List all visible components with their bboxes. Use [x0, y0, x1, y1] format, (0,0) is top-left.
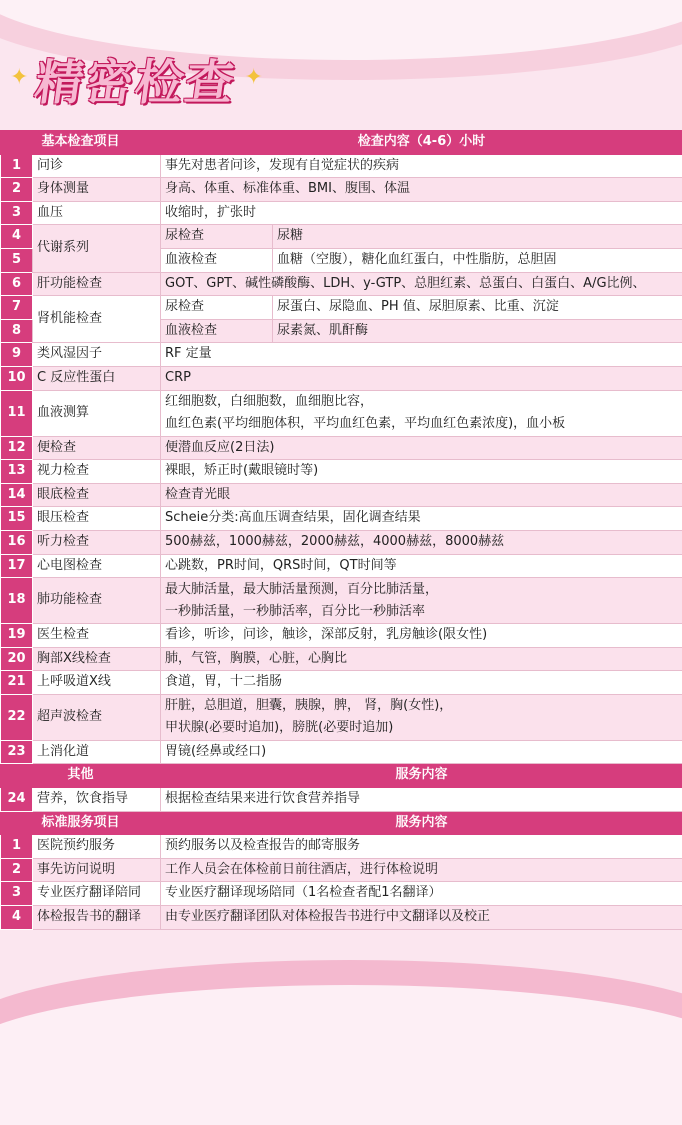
service-header-item: 标准服务项目	[1, 811, 161, 835]
item-name: 血液测算	[33, 390, 161, 436]
table-row	[1, 343, 682, 367]
item-detail: 事先对患者问诊，发现有自觉症状的疾病	[161, 154, 682, 178]
item-detail: 尿糖	[273, 225, 682, 249]
item-detail: 便潜血反应(2日法)	[161, 436, 682, 460]
item-detail: 根据检查结果来进行饮食营养指导	[161, 788, 682, 812]
item-name: 眼压检查	[33, 507, 161, 531]
exam-header-content: 检查内容（4-6）小时	[161, 131, 682, 155]
item-subcategory: 尿检查	[161, 225, 273, 249]
row-number: 3	[1, 201, 33, 225]
item-detail: 看诊，听诊，问诊，触诊，深部反射，乳房触诊(限女性)	[161, 624, 682, 648]
item-name: 上消化道	[33, 740, 161, 764]
item-detail-line: 红细胞数，白细胞数，血细胞比容，	[165, 391, 678, 413]
row-number: 12	[1, 436, 33, 460]
item-detail: 身高、体重、标准体重、BMI、腹围、体温	[161, 178, 682, 202]
item-detail: 心跳数，PR时间，QRS时间，QT时间等	[161, 554, 682, 578]
table-row	[1, 578, 682, 624]
item-name: 代谢系列	[33, 225, 161, 272]
item-name: 肝功能检查	[33, 272, 161, 296]
row-number: 13	[1, 460, 33, 484]
item-name: 视力检查	[33, 460, 161, 484]
item-name: 体检报告书的翻译	[33, 906, 161, 930]
row-number: 8	[1, 319, 33, 343]
item-detail	[161, 390, 682, 436]
item-name: 肺功能检查	[33, 578, 161, 624]
row-number: 20	[1, 647, 33, 671]
item-name: 听力检查	[33, 530, 161, 554]
table-row	[1, 296, 682, 320]
item-detail: 由专业医疗翻译团队对体检报告书进行中文翻译以及校正	[161, 906, 682, 930]
row-number: 3	[1, 882, 33, 906]
other-header-item: 其他	[1, 764, 161, 788]
item-detail-line: 一秒肺活量，一秒肺活率，百分比一秒肺活率	[165, 601, 678, 623]
row-number: 11	[1, 390, 33, 436]
item-name: 超声波检查	[33, 694, 161, 740]
item-name: 问诊	[33, 154, 161, 178]
table-row	[1, 483, 682, 507]
item-detail: 预约服务以及检查报告的邮寄服务	[161, 835, 682, 859]
row-number: 9	[1, 343, 33, 367]
table-row	[1, 906, 682, 930]
table-row	[1, 740, 682, 764]
row-number: 1	[1, 154, 33, 178]
item-name: 肾机能检查	[33, 296, 161, 343]
section-header-row	[1, 131, 682, 155]
item-name: 心电图检查	[33, 554, 161, 578]
table-row	[1, 225, 682, 249]
table-row	[1, 530, 682, 554]
item-detail	[161, 694, 682, 740]
service-header-content: 服务内容	[161, 811, 682, 835]
item-detail: GOT、GPT、碱性磷酸酶、LDH、y-GTP、总胆红素、总蛋白、白蛋白、A/G比例、	[161, 272, 682, 296]
table-row	[1, 154, 682, 178]
item-detail: 专业医疗翻译现场陪同（1名检查者配1名翻译）	[161, 882, 682, 906]
item-detail: Scheie分类:高血压调查结果，固化调查结果	[161, 507, 682, 531]
item-name: 血压	[33, 201, 161, 225]
table-row	[1, 436, 682, 460]
table-row	[1, 272, 682, 296]
item-name: 专业医疗翻译陪同	[33, 882, 161, 906]
table-row	[1, 858, 682, 882]
table-row	[1, 390, 682, 436]
item-detail: 500赫兹，1000赫兹，2000赫兹，4000赫兹，8000赫兹	[161, 530, 682, 554]
section-header-row	[1, 764, 682, 788]
table-row	[1, 201, 682, 225]
sparkle-right-icon: ✦	[244, 67, 262, 89]
table-row	[1, 554, 682, 578]
item-name: 身体测量	[33, 178, 161, 202]
item-detail-line: 甲状腺(必要时追加)，膀胱(必要时追加)	[165, 717, 678, 739]
item-detail	[161, 578, 682, 624]
row-number: 1	[1, 835, 33, 859]
item-detail: 食道，胃，十二指肠	[161, 671, 682, 695]
item-detail: 胃镜(经鼻或经口)	[161, 740, 682, 764]
bottom-wave-highlight	[0, 985, 682, 1125]
item-detail: 工作人员会在体检前日前往酒店，进行体检说明	[161, 858, 682, 882]
row-number: 4	[1, 906, 33, 930]
table-row	[1, 671, 682, 695]
item-name: 便检查	[33, 436, 161, 460]
row-number: 18	[1, 578, 33, 624]
item-name: 医院预约服务	[33, 835, 161, 859]
row-number: 17	[1, 554, 33, 578]
table-row	[1, 366, 682, 390]
item-name: 上呼吸道X线	[33, 671, 161, 695]
table-row	[1, 647, 682, 671]
table-row	[1, 694, 682, 740]
row-number: 14	[1, 483, 33, 507]
row-number: 10	[1, 366, 33, 390]
row-number: 21	[1, 671, 33, 695]
row-number: 2	[1, 858, 33, 882]
item-name: C 反应性蛋白	[33, 366, 161, 390]
table-row	[1, 460, 682, 484]
item-name: 营养，饮食指导	[33, 788, 161, 812]
row-number: 5	[1, 248, 33, 272]
item-detail: 裸眼，矫正时(戴眼镜时等)	[161, 460, 682, 484]
item-subcategory: 血液检查	[161, 319, 273, 343]
item-name: 眼底检查	[33, 483, 161, 507]
item-name: 医生检查	[33, 624, 161, 648]
row-number: 7	[1, 296, 33, 320]
item-detail-line: 血红色素(平均细胞体积，平均血红色素，平均血红色素浓度)，血小板	[165, 413, 678, 435]
row-number: 6	[1, 272, 33, 296]
section-header-row	[1, 811, 682, 835]
row-number: 2	[1, 178, 33, 202]
table-row	[1, 624, 682, 648]
table-row	[1, 835, 682, 859]
sparkle-left-icon: ✦	[10, 67, 28, 89]
exam-header-item: 基本检查项目	[1, 131, 161, 155]
item-detail: 尿蛋白、尿隐血、PH 值、尿胆原素、比重、沉淀	[273, 296, 682, 320]
table-row	[1, 882, 682, 906]
row-number: 16	[1, 530, 33, 554]
item-detail: RF 定量	[161, 343, 682, 367]
item-detail: 血糖（空腹），糖化血红蛋白，中性脂肪，总胆固	[273, 248, 682, 272]
row-number: 22	[1, 694, 33, 740]
item-detail: 检查青光眼	[161, 483, 682, 507]
item-name: 事先访问说明	[33, 858, 161, 882]
item-detail: 尿素氮、肌酐酶	[273, 319, 682, 343]
item-name: 胸部X线检查	[33, 647, 161, 671]
title-block	[10, 46, 263, 110]
row-number: 15	[1, 507, 33, 531]
item-detail: 收缩时，扩张时	[161, 201, 682, 225]
page-title: 精密检查	[32, 44, 242, 113]
item-subcategory: 血液检查	[161, 248, 273, 272]
other-header-content: 服务内容	[161, 764, 682, 788]
exam-table	[0, 130, 682, 930]
item-detail: CRP	[161, 366, 682, 390]
item-detail-line: 肝脏，总胆道，胆囊，胰腺，脾， 肾，胸(女性)，	[165, 695, 678, 717]
item-subcategory: 尿检查	[161, 296, 273, 320]
table-row	[1, 788, 682, 812]
row-number: 23	[1, 740, 33, 764]
item-name: 类风湿因子	[33, 343, 161, 367]
exam-table-body	[1, 131, 682, 930]
row-number: 24	[1, 788, 33, 812]
item-detail: 肺，气管，胸膜，心脏，心胸比	[161, 647, 682, 671]
row-number: 19	[1, 624, 33, 648]
table-row	[1, 178, 682, 202]
row-number: 4	[1, 225, 33, 249]
item-detail-line: 最大肺活量，最大肺活量预测，百分比肺活量，	[165, 579, 678, 601]
table-row	[1, 507, 682, 531]
